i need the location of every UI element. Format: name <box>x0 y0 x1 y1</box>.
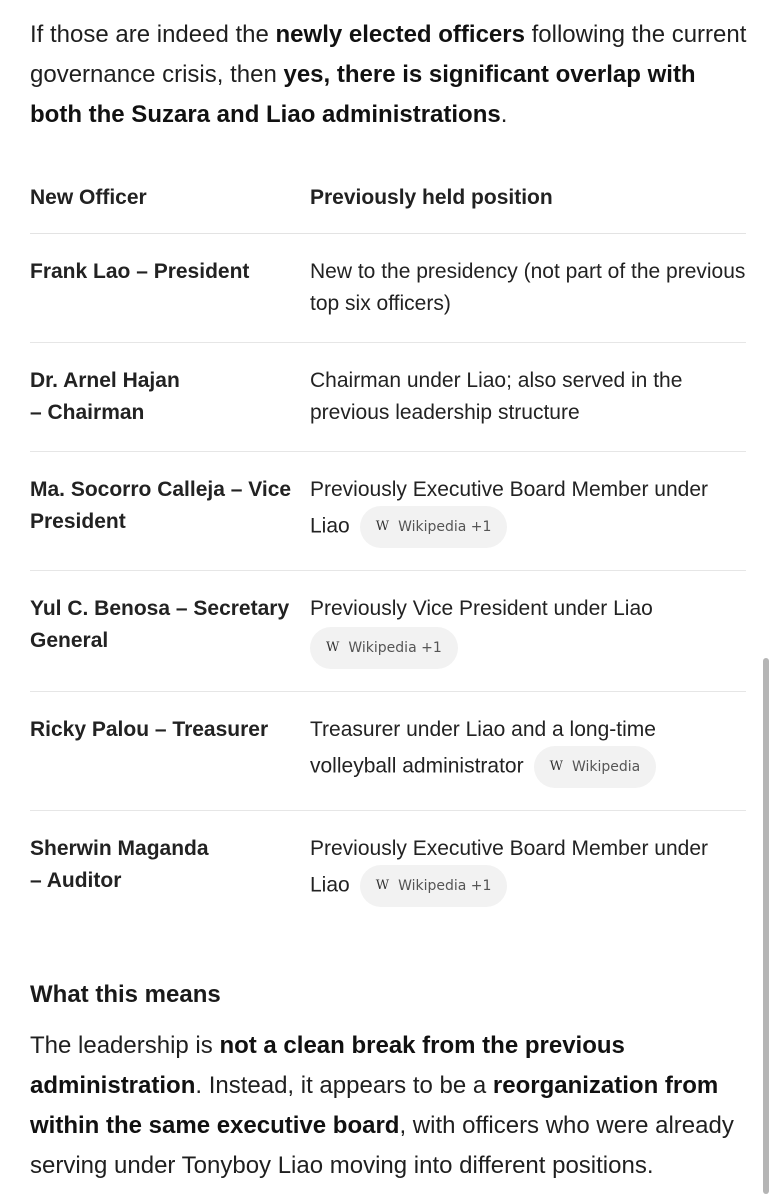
source-chip-label: Wikipedia +1 <box>398 519 492 535</box>
intro-text-3: . <box>500 101 508 128</box>
source-chip[interactable] <box>534 746 657 788</box>
table-row <box>30 692 746 811</box>
table-row <box>30 571 746 692</box>
officer-cell: Ma. Socorro Calleja – Vice President <box>30 452 310 571</box>
officer-cell: Ricky Palou – Treasurer <box>30 692 310 811</box>
intro-paragraph <box>30 15 748 135</box>
source-chip[interactable] <box>310 627 458 669</box>
position-text: New to the presidency (not part of the previous top six officers) <box>310 260 746 315</box>
intro-bold-1: newly elected officers <box>275 21 525 48</box>
source-chip-label: Wikipedia +1 <box>398 878 492 894</box>
position-cell <box>310 811 746 930</box>
officers-table <box>30 183 746 929</box>
summary-bold-1: not a clean break from the previous administration <box>30 1032 625 1099</box>
summary-text-2: . Instead, it appears to be a <box>195 1072 493 1099</box>
position-cell <box>310 452 746 571</box>
column-header-new-officer: New Officer <box>30 183 310 234</box>
officer-cell: Yul C. Benosa – Secretary General <box>30 571 310 692</box>
source-chip-label: Wikipedia <box>571 759 641 775</box>
scrollbar-thumb[interactable] <box>763 658 769 1194</box>
section-heading: What this means <box>30 981 221 1008</box>
summary-bold-2: reorganization from within the same executive board <box>30 1072 719 1139</box>
wikipedia-icon: W <box>375 519 390 534</box>
source-chip-label: Wikipedia +1 <box>348 640 442 656</box>
intro-text-1: If those are indeed the <box>30 21 276 48</box>
position-text: Chairman under Liao; also served in the previous leadership structure <box>310 369 683 424</box>
position-cell <box>310 343 746 452</box>
source-chip[interactable] <box>360 865 508 907</box>
officer-cell: Dr. Arnel Hajan – Chairman <box>30 343 310 452</box>
source-chip[interactable] <box>360 506 508 548</box>
position-cell <box>310 234 746 343</box>
position-text: Previously Vice President under Liao <box>310 597 653 620</box>
wikipedia-icon: W <box>375 878 390 893</box>
table-row <box>30 234 746 343</box>
position-text: Previously Executive Board Member under Liao <box>310 837 709 897</box>
wikipedia-icon: W <box>549 759 563 774</box>
intro-bold-2: yes, there is significant overlap with both the Suzara and Liao administrations <box>30 61 696 128</box>
summary-paragraph <box>30 1026 748 1186</box>
table-row <box>30 343 746 452</box>
table-row <box>30 452 746 571</box>
intro-text-2: following the current governance crisis, then <box>30 21 747 88</box>
table-header-row <box>30 183 746 234</box>
officer-cell: Sherwin Maganda – Auditor <box>30 837 209 892</box>
officer-cell: Frank Lao – President <box>30 234 310 343</box>
position-text: Previously Executive Board Member under Liao <box>310 478 709 538</box>
wikipedia-icon: W <box>326 640 340 655</box>
chat-response <box>30 0 748 1186</box>
summary-text-3: , with officers who were already serving under Tonyboy Liao moving into different positions. <box>30 1112 734 1179</box>
position-text: Treasurer under Liao and a long-time volleyball administrator <box>310 718 656 778</box>
position-cell <box>310 571 746 692</box>
position-cell <box>310 692 746 811</box>
column-header-previous-position: Previously held position <box>310 183 746 234</box>
table-row <box>30 811 746 930</box>
summary-text-1: The leadership is <box>30 1032 220 1059</box>
